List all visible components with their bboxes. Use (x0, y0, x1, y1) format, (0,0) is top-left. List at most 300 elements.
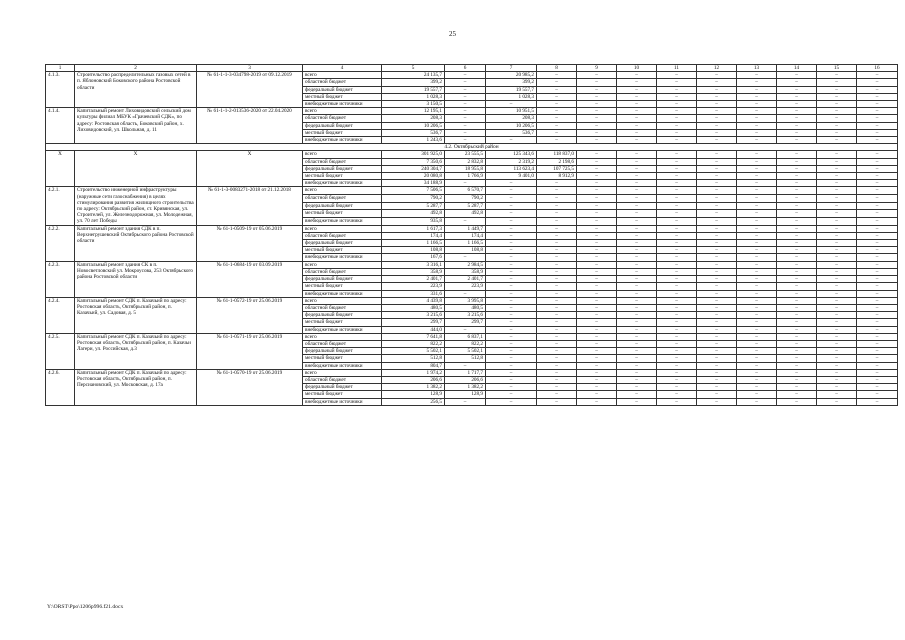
amount-cell: 19 557,7 (382, 86, 445, 93)
amount-cell: – (617, 93, 657, 100)
amount-cell: 399,2 (486, 79, 537, 86)
amount-cell: – (817, 225, 857, 232)
amount-cell: – (577, 122, 617, 129)
amount-cell: 299,7 (445, 319, 486, 326)
amount-cell: – (697, 195, 737, 203)
amount-cell: – (857, 108, 898, 115)
amount-cell: – (697, 398, 737, 405)
amount-cell: – (486, 326, 537, 333)
amount-cell: – (777, 376, 817, 383)
funding-source: федеральный бюджет (303, 348, 382, 355)
amount-cell: – (617, 398, 657, 405)
amount-cell: – (777, 355, 817, 362)
amount-cell: 299,7 (382, 319, 445, 326)
funding-source: внебюджетные источники (303, 101, 382, 108)
amount-cell: – (617, 72, 657, 79)
amount-cell: – (777, 137, 817, 144)
amount-cell: 5 502,1 (382, 348, 445, 355)
document-number: № 61-1-0571-19 от 25.06.2019 (197, 333, 303, 369)
amount-cell: – (657, 312, 697, 319)
amount-cell: – (486, 202, 537, 210)
amount-cell: – (697, 333, 737, 340)
amount-cell: – (577, 283, 617, 290)
amount-cell: – (617, 355, 657, 362)
amount-cell: – (577, 115, 617, 122)
amount-cell: – (777, 151, 817, 158)
amount-cell: – (777, 218, 817, 226)
amount-cell: 108,8 (382, 247, 445, 254)
amount-cell: – (817, 72, 857, 79)
amount-cell: – (486, 218, 537, 226)
amount-cell: 10 206,5 (486, 122, 537, 129)
amount-cell: – (817, 319, 857, 326)
amount-cell: – (486, 101, 537, 108)
amount-cell: – (777, 384, 817, 391)
amount-cell: – (737, 290, 777, 297)
amount-cell: – (737, 180, 777, 187)
amount-cell: – (777, 290, 817, 297)
amount-cell: – (617, 122, 657, 129)
amount-cell: – (657, 333, 697, 340)
amount-cell: – (577, 218, 617, 226)
amount-cell: – (697, 319, 737, 326)
amount-cell: – (537, 391, 577, 398)
amount-cell: – (486, 187, 537, 195)
amount-cell: – (697, 101, 737, 108)
amount-cell: – (777, 319, 817, 326)
amount-cell: – (777, 101, 817, 108)
amount-cell: 1 166,5 (445, 240, 486, 247)
amount-cell: – (617, 312, 657, 319)
amount-cell: 125 343,6 (486, 151, 537, 158)
amount-cell: 7 350,6 (382, 158, 445, 165)
amount-cell: – (577, 129, 617, 136)
amount-cell: – (445, 180, 486, 187)
amount-cell: – (817, 122, 857, 129)
amount-cell: – (737, 355, 777, 362)
table-row (46, 225, 898, 232)
amount-cell: – (486, 340, 537, 347)
funding-source: областной бюджет (303, 268, 382, 275)
amount-cell: – (737, 348, 777, 355)
amount-cell: – (777, 79, 817, 86)
amount-cell: – (657, 195, 697, 203)
amount-cell: – (857, 355, 898, 362)
document-number: № 61-1-1-2-013536-2020 от 22.04.2020 (197, 108, 303, 144)
amount-cell: 2 198,6 (537, 158, 577, 165)
amount-cell: – (697, 202, 737, 210)
document-number: № 61-1-3-0083271-2018 от 21.12.2018 (197, 187, 303, 225)
amount-cell: – (617, 210, 657, 218)
amount-cell: 107 725,5 (537, 165, 577, 172)
amount-cell: – (777, 268, 817, 275)
amount-cell: – (657, 202, 697, 210)
column-number: 11 (657, 65, 697, 72)
item-name: Капитальный ремонт СДК п. Казачьий по адресу: Ростовская область, Октябрьский район, п. Персиановский, ул. Московская, д. 17а (75, 369, 197, 405)
amount-cell: – (817, 355, 857, 362)
amount-cell: – (817, 180, 857, 187)
amount-cell: – (857, 210, 898, 218)
amount-cell: – (657, 93, 697, 100)
amount-cell: – (486, 210, 537, 218)
amount-cell: – (577, 348, 617, 355)
amount-cell: 492,8 (445, 210, 486, 218)
amount-cell: – (577, 384, 617, 391)
file-path-footer: Y:\ORST\Ppo\1206p996.f21.docx (47, 604, 124, 610)
amount-cell: – (857, 297, 898, 304)
funding-source: областной бюджет (303, 79, 382, 86)
amount-cell: – (777, 232, 817, 239)
amount-cell: 804,7 (382, 362, 445, 369)
amount-cell: – (445, 254, 486, 261)
amount-cell: – (657, 187, 697, 195)
amount-cell: – (737, 195, 777, 203)
amount-cell: – (577, 108, 617, 115)
amount-cell: – (857, 391, 898, 398)
amount-cell: – (857, 115, 898, 122)
amount-cell: – (445, 218, 486, 226)
amount-cell: 34 188,9 (382, 180, 445, 187)
table-body (46, 65, 898, 406)
amount-cell: – (577, 173, 617, 180)
column-number: 6 (445, 65, 486, 72)
amount-cell: – (657, 158, 697, 165)
amount-cell: – (817, 86, 857, 93)
amount-cell: 12 195,1 (382, 108, 445, 115)
amount-cell: – (777, 391, 817, 398)
amount-cell: – (697, 232, 737, 239)
amount-cell: – (486, 312, 537, 319)
amount-cell: – (817, 268, 857, 275)
amount-cell: – (577, 72, 617, 79)
amount-cell: – (537, 319, 577, 326)
amount-cell: – (486, 355, 537, 362)
amount-cell: – (617, 326, 657, 333)
funding-source: федеральный бюджет (303, 240, 382, 247)
amount-cell: – (817, 261, 857, 268)
amount-cell: – (617, 187, 657, 195)
amount-cell: – (577, 319, 617, 326)
amount-cell: – (857, 290, 898, 297)
amount-cell: – (445, 86, 486, 93)
column-number: 16 (857, 65, 898, 72)
amount-cell: 536,7 (486, 129, 537, 136)
funding-source: местный бюджет (303, 319, 382, 326)
amount-cell: – (777, 340, 817, 347)
amount-cell: – (857, 187, 898, 195)
amount-cell: – (817, 283, 857, 290)
amount-cell: – (817, 297, 857, 304)
amount-cell: – (817, 384, 857, 391)
amount-cell: – (697, 283, 737, 290)
amount-cell: – (737, 362, 777, 369)
amount-cell: – (486, 240, 537, 247)
amount-cell: – (777, 240, 817, 247)
amount-cell: – (657, 108, 697, 115)
amount-cell: – (617, 340, 657, 347)
amount-cell: 223,9 (445, 283, 486, 290)
amount-cell: 7 506,5 (382, 187, 445, 195)
amount-cell: – (857, 398, 898, 405)
amount-cell: – (577, 247, 617, 254)
funding-source: местный бюджет (303, 355, 382, 362)
amount-cell: – (737, 319, 777, 326)
amount-cell: – (697, 362, 737, 369)
amount-cell: – (617, 86, 657, 93)
amount-cell: 358,9 (445, 268, 486, 275)
amount-cell: 128,9 (445, 391, 486, 398)
amount-cell: – (857, 86, 898, 93)
amount-cell: 240 304,7 (382, 165, 445, 172)
amount-cell: – (777, 129, 817, 136)
amount-cell: – (486, 232, 537, 239)
amount-cell: – (537, 210, 577, 218)
amount-cell: – (857, 348, 898, 355)
amount-cell: – (857, 79, 898, 86)
amount-cell: 2 319,2 (486, 158, 537, 165)
amount-cell: – (697, 151, 737, 158)
amount-cell: – (737, 210, 777, 218)
amount-cell: – (486, 268, 537, 275)
table-row (46, 369, 898, 376)
amount-cell: – (857, 384, 898, 391)
amount-cell: – (657, 261, 697, 268)
amount-cell: – (737, 340, 777, 347)
amount-cell: – (657, 268, 697, 275)
amount-cell: – (857, 268, 898, 275)
amount-cell: – (537, 101, 577, 108)
amount-cell: – (445, 129, 486, 136)
amount-cell: – (857, 376, 898, 383)
amount-cell: 358,9 (382, 268, 445, 275)
amount-cell: – (857, 129, 898, 136)
amount-cell: 1 028,3 (486, 93, 537, 100)
item-name: Капитальный ремонт здания СК в п. Новосветловский ул. Мокроусова, 253 Октябрьского района Ростовской области (75, 261, 197, 297)
amount-cell: 24 135,7 (382, 72, 445, 79)
funding-source: всего (303, 333, 382, 340)
amount-cell: – (777, 276, 817, 283)
amount-cell: – (737, 151, 777, 158)
amount-cell: – (486, 391, 537, 398)
amount-cell: – (737, 93, 777, 100)
amount-cell: – (697, 247, 737, 254)
amount-cell: – (617, 319, 657, 326)
amount-cell: – (817, 326, 857, 333)
amount-cell: – (697, 122, 737, 129)
amount-cell: – (737, 202, 777, 210)
funding-source: областной бюджет (303, 115, 382, 122)
amount-cell: – (577, 355, 617, 362)
amount-cell: 208,3 (382, 115, 445, 122)
funding-source: местный бюджет (303, 391, 382, 398)
amount-cell: – (617, 384, 657, 391)
amount-cell: – (817, 195, 857, 203)
column-number: 10 (617, 65, 657, 72)
amount-cell: – (486, 225, 537, 232)
amount-cell: – (537, 108, 577, 115)
amount-cell: – (777, 72, 817, 79)
item-number: 4.2.1. (46, 187, 75, 225)
amount-cell: – (817, 247, 857, 254)
amount-cell: – (577, 398, 617, 405)
column-number: 13 (737, 65, 777, 72)
amount-cell: 18 955,8 (445, 165, 486, 172)
amount-cell: – (777, 187, 817, 195)
amount-cell: – (537, 240, 577, 247)
amount-cell: 5 287,7 (445, 202, 486, 210)
column-number: 15 (817, 65, 857, 72)
amount-cell: 206,6 (445, 376, 486, 383)
amount-cell: – (537, 137, 577, 144)
amount-cell: – (777, 210, 817, 218)
funding-source: всего (303, 151, 382, 158)
amount-cell: – (737, 369, 777, 376)
amount-cell: – (617, 254, 657, 261)
amount-cell: – (857, 225, 898, 232)
amount-cell: – (486, 319, 537, 326)
amount-cell: 108,8 (445, 247, 486, 254)
amount-cell: – (817, 158, 857, 165)
table-row (46, 297, 898, 304)
amount-cell: – (537, 225, 577, 232)
amount-cell: – (577, 369, 617, 376)
funding-source: всего (303, 187, 382, 195)
amount-cell: – (617, 261, 657, 268)
amount-cell: – (697, 355, 737, 362)
amount-cell: – (697, 108, 737, 115)
amount-cell: – (737, 129, 777, 136)
amount-cell: 10 951,5 (486, 108, 537, 115)
funding-source: местный бюджет (303, 173, 382, 180)
amount-cell: – (617, 297, 657, 304)
amount-cell: – (617, 232, 657, 239)
amount-cell: – (486, 297, 537, 304)
amount-cell: – (617, 137, 657, 144)
amount-cell: – (737, 165, 777, 172)
amount-cell: – (486, 333, 537, 340)
column-number: 5 (382, 65, 445, 72)
amount-cell: – (537, 122, 577, 129)
amount-cell: – (857, 333, 898, 340)
amount-cell: – (537, 312, 577, 319)
amount-cell: – (537, 247, 577, 254)
amount-cell: – (657, 232, 697, 239)
amount-cell: – (445, 79, 486, 86)
item-name: Капитальный ремонт СДК п. Казачьий по адресу: Ростовская область, Октябрьский район, п. Казачьи Лагери, ул. Российская, д.3 (75, 333, 197, 369)
amount-cell: – (737, 261, 777, 268)
section-title: 4.2. Октябрьский район (46, 144, 898, 151)
amount-cell: – (577, 340, 617, 347)
funding-source: всего (303, 108, 382, 115)
amount-cell: – (777, 312, 817, 319)
amount-cell: – (617, 268, 657, 275)
amount-cell: 1 243,6 (382, 137, 445, 144)
amount-cell: 1 974,2 (382, 369, 445, 376)
amount-cell: – (777, 398, 817, 405)
amount-cell: 6 570,7 (445, 187, 486, 195)
amount-cell: – (537, 187, 577, 195)
amount-cell: – (857, 283, 898, 290)
amount-cell: – (857, 276, 898, 283)
amount-cell: 174,4 (382, 232, 445, 239)
funding-source: местный бюджет (303, 129, 382, 136)
amount-cell: – (737, 122, 777, 129)
item-number: X (46, 151, 75, 187)
amount-cell: – (697, 225, 737, 232)
amount-cell: – (817, 79, 857, 86)
amount-cell: – (617, 165, 657, 172)
amount-cell: – (857, 218, 898, 226)
amount-cell: – (857, 151, 898, 158)
amount-cell: – (777, 173, 817, 180)
amount-cell: – (617, 180, 657, 187)
amount-cell: – (577, 261, 617, 268)
amount-cell: – (617, 218, 657, 226)
funding-source: областной бюджет (303, 158, 382, 165)
amount-cell: 3 995,8 (445, 297, 486, 304)
document-number: № 61-1-0572-19 от 25.06.2019 (197, 297, 303, 333)
amount-cell: – (657, 319, 697, 326)
amount-cell: – (777, 158, 817, 165)
amount-cell: – (737, 240, 777, 247)
amount-cell: – (817, 93, 857, 100)
amount-cell: – (486, 384, 537, 391)
amount-cell: – (657, 151, 697, 158)
item-number: 4.2.5. (46, 333, 75, 369)
amount-cell: – (577, 165, 617, 172)
amount-cell: – (737, 158, 777, 165)
amount-cell: – (857, 173, 898, 180)
amount-cell: – (817, 165, 857, 172)
column-number: 4 (303, 65, 382, 72)
amount-cell: – (777, 283, 817, 290)
amount-cell: 790,2 (445, 195, 486, 203)
amount-cell: – (657, 115, 697, 122)
amount-cell: – (697, 173, 737, 180)
amount-cell: – (697, 376, 737, 383)
amount-cell: – (777, 261, 817, 268)
amount-cell: – (617, 283, 657, 290)
amount-cell: – (697, 268, 737, 275)
amount-cell: 301 925,0 (382, 151, 445, 158)
amount-cell: – (657, 290, 697, 297)
amount-cell: – (657, 326, 697, 333)
amount-cell: – (777, 86, 817, 93)
amount-cell: – (657, 165, 697, 172)
amount-cell: – (537, 398, 577, 405)
amount-cell: 167,6 (382, 254, 445, 261)
amount-cell: – (857, 369, 898, 376)
amount-cell: – (577, 93, 617, 100)
amount-cell: – (537, 376, 577, 383)
amount-cell: – (577, 326, 617, 333)
amount-cell: – (577, 225, 617, 232)
amount-cell: – (577, 240, 617, 247)
amount-cell: – (657, 173, 697, 180)
amount-cell: – (857, 195, 898, 203)
amount-cell: 2 832,8 (445, 158, 486, 165)
amount-cell: 1 449,7 (445, 225, 486, 232)
amount-cell: – (486, 290, 537, 297)
amount-cell: – (617, 304, 657, 311)
amount-cell: – (617, 376, 657, 383)
amount-cell: – (657, 355, 697, 362)
amount-cell: – (777, 202, 817, 210)
amount-cell: – (537, 384, 577, 391)
amount-cell: – (657, 369, 697, 376)
amount-cell: – (697, 187, 737, 195)
amount-cell: – (857, 340, 898, 347)
